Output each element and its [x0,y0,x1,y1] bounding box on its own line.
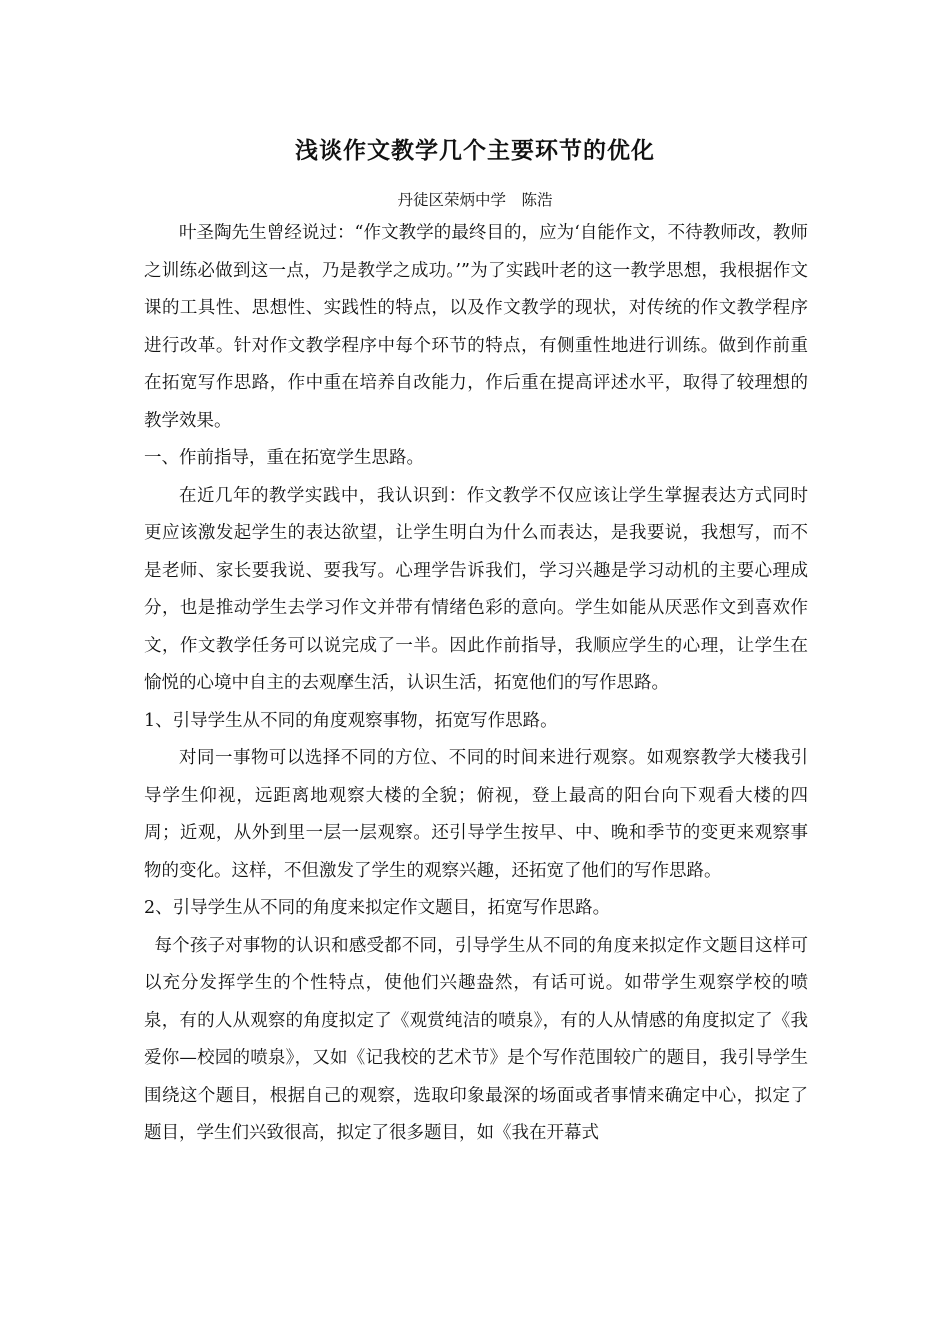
subheading-2: 2、引导学生从不同的角度来拟定作文题目，拓宽写作思路。 [144,898,611,918]
paragraph-subsection-1: 对同一事物可以选择不同的方位、不同的时间来进行观察。如观察教学大楼我引导学生仰视，远距离地观察大楼的全貌；俯视，登上最高的阳台向下观看大楼的四周；近观，从外到里一层一层观察。还引导学生按早、中、晚和季节的变更来观察事物的变化。这样，不但激发了学生的观察兴趣，还拓宽了他们的写作思路。 [144,748,808,881]
document-title: 浅谈作文教学几个主要环节的优化 [295,137,655,164]
subheading-1: 1、引导学生从不同的角度观察事物，拓宽写作思路。 [144,710,558,731]
paragraph-subsection-2: 每个孩子对事物的认识和感受都不同，引导学生从不同的角度来拟定作文题目这样可以充分发挥学生的个性特点，使他们兴趣盎然，有话可说。如带学生观察学校的喷泉，有的人从观察的角度拟定了《观赏纯洁的喷泉》，有的人从情感的角度拟定了《我爱你—校园的喷泉》，又如《记我校的艺术节》是个写作范围较广的题目，我引导学生围绕这个题目，根据自己的观察，选取印象最深的场面或者事情来确定中心，拟定了题目，学生们兴致很高，拟定了很多题目，如《我在开幕式 [144,935,808,1143]
document-author: 丹徒区荣炳中学 陈浩 [397,191,553,209]
paragraph-section-1: 在近几年的教学实践中，我认识到：作文教学不仅应该让学生掌握表达方式同时更应该激发起学生的表达欲望，让学生明白为什么而表达，是我要说，我想写，而不是老师、家长要我说、要我写。心理学告诉我们，学习兴趣是学习动机的主要心理成分，也是推动学生去学习作文并带有情绪色彩的意向。学生如能从厌恶作文到喜欢作文，作文教学任务可以说完成了一半。因此作前指导，我顺应学生的心理，让学生在愉悦的心境中自主的去观摩生活，认识生活，拓宽他们的写作思路。 [144,485,808,693]
section-heading-1: 一、作前指导，重在拓宽学生思路。 [144,448,424,468]
paragraph-intro: 叶圣陶先生曾经说过：“作文教学的最终目的，应为‘自能作文，不待教师改，教师之训练必做到这一点，乃是教学之成功。’”为了实践叶老的这一教学思想，我根据作文课的工具性、思想性、实践性的特点，以及作文教学的现状，对传统的作文教学程序进行改革。针对作文教学程序中每个环节的特点，有侧重性地进行训练。做到作前重在拓宽写作思路，作中重在培养自改能力，作后重在提高评述水平，取得了较理想的教学效果。 [144,223,808,431]
document-body [144,215,808,1153]
